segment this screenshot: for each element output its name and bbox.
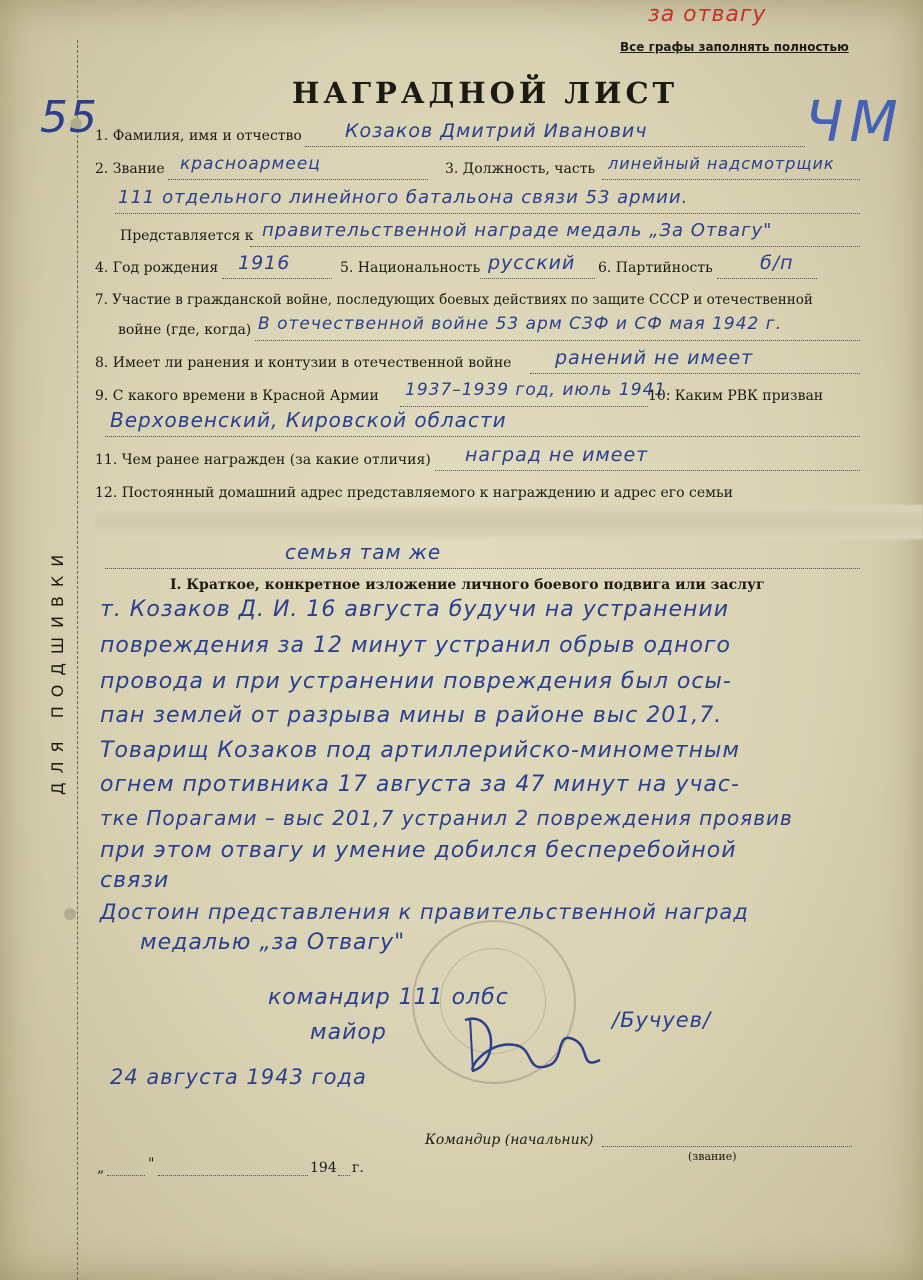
field-9-label: 9. С какого времени в Красной Армии — [95, 388, 379, 404]
top-annotation: за отвагу — [648, 2, 767, 27]
field-7-label-2: войне (где, когда) — [118, 322, 252, 338]
narrative-line: огнем противника 17 августа за 47 минут на учас- — [100, 772, 740, 797]
signature-name: /Бучуев/ — [612, 1008, 712, 1032]
field-4-label: 4. Год рождения — [95, 260, 219, 276]
field-2-label: 2. Звание — [95, 161, 165, 177]
field-10-line — [105, 436, 860, 437]
side-label: ДЛЯ ПОДШИВКИ — [48, 545, 67, 795]
field-2-line — [168, 179, 428, 180]
commander-label: Командир (начальник) — [425, 1132, 594, 1148]
date-day-line — [107, 1175, 145, 1176]
section-heading: I. Краткое, конкретное изложение личного боевого подвига или заслуг — [170, 577, 765, 593]
signature-line-2: майор — [310, 1020, 387, 1045]
field-1-label: 1. Фамилия, имя и отчество — [95, 128, 302, 144]
narrative-line: тке Порагами – выс 201,7 устранил 2 повреждения проявив — [100, 806, 793, 830]
field-7-line — [255, 340, 860, 341]
field-10-label: 10. Каким РВК призван — [648, 388, 824, 404]
binding-line — [77, 40, 79, 1280]
date-month-line — [158, 1175, 308, 1176]
rank-caption: (звание) — [688, 1150, 737, 1163]
corner-annotation: ЧМ — [805, 90, 904, 155]
field-3-value: линейный надсмотрщик — [608, 154, 835, 173]
field-12-label: 12. Постоянный домашний адрес представляемого к награждению и адрес его семьи — [95, 485, 733, 501]
field-3-label: 3. Должность, часть — [445, 161, 596, 177]
field-5-value: русский — [488, 252, 576, 274]
field-8-value: ранений не имеет — [555, 347, 754, 369]
narrative-line: пан землей от разрыва мины в районе выс 201,7. — [100, 703, 723, 728]
commander-line — [602, 1146, 852, 1147]
punch-hole — [64, 908, 76, 920]
field-2-value: красноармеец — [180, 154, 321, 174]
field-3-line-2 — [115, 213, 860, 214]
field-7-label: 7. Участие в гражданской войне, последующих боевых действиях по защите СССР и отечественной — [95, 292, 813, 308]
field-1-value: Козаков Дмитрий Иванович — [345, 120, 648, 142]
date-open-quote: „ — [97, 1160, 105, 1176]
narrative-line: повреждения за 12 минут устранил обрыв одного — [100, 633, 732, 658]
handwritten-signature — [455, 1010, 605, 1085]
field-5-line — [480, 278, 595, 279]
narrative-line: Достоин представления к правительственной наград — [100, 900, 749, 924]
field-1-line — [305, 146, 805, 147]
field-3-value-2: 111 отдельного линейного батальона связи 53 армии. — [118, 187, 689, 208]
present-line — [250, 246, 860, 247]
margin-annotation: 55 — [40, 92, 98, 143]
header-note: Все графы заполнять полностью — [620, 40, 849, 54]
field-11-value: наград не имеет — [465, 444, 649, 466]
narrative-line: провода и при устранении повреждения был осы- — [100, 669, 732, 694]
field-6-value: б/п — [760, 252, 794, 274]
narrative-line: Товарищ Козаков под артиллерийско-минометным — [100, 738, 740, 763]
narrative-line: при этом отвагу и умение добился бесперебойной — [100, 838, 737, 863]
narrative-line: т. Козаков Д. И. 16 августа будучи на устранении — [100, 597, 730, 622]
field-11-line — [435, 470, 860, 471]
field-10-value: Верховенский, Кировской области — [110, 408, 507, 432]
field-4-line — [222, 278, 332, 279]
signature-line-1: командир 111 олбс — [268, 985, 509, 1010]
page-title: НАГРАДНОЙ ЛИСТ — [292, 76, 679, 110]
field-5-label: 5. Национальность — [340, 260, 481, 276]
field-6-line — [717, 278, 817, 279]
field-11-label: 11. Чем ранее награжден (за какие отличия) — [95, 452, 431, 468]
field-8-label: 8. Имеет ли ранения и контузии в отечественной войне — [95, 355, 512, 371]
redacted-area — [95, 505, 923, 539]
field-9-value: 1937–1939 год, июль 1941. — [405, 380, 673, 400]
field-12-value: семья там же — [285, 540, 442, 564]
field-3-line — [602, 179, 860, 180]
present-value: правительственной награде медаль „За Отвагу" — [262, 220, 773, 241]
field-4-value: 1916 — [238, 252, 291, 274]
date-close-quote: " — [148, 1156, 155, 1172]
field-8-line — [530, 373, 860, 374]
field-12-line — [105, 568, 860, 569]
date-year: 194 — [310, 1160, 337, 1176]
narrative-line: связи — [100, 868, 170, 893]
field-7-value: В отечественной войне 53 арм СЗФ и СФ мая 1942 г. — [258, 314, 783, 334]
field-6-label: 6. Партийность — [598, 260, 713, 276]
field-9-line — [400, 406, 648, 407]
date-year-line — [338, 1175, 350, 1176]
date-year-suffix: г. — [352, 1160, 364, 1176]
present-label: Представляется к — [120, 228, 254, 244]
signature-date: 24 августа 1943 года — [110, 1065, 367, 1089]
narrative-line: медалью „за Отвагу" — [140, 930, 406, 955]
